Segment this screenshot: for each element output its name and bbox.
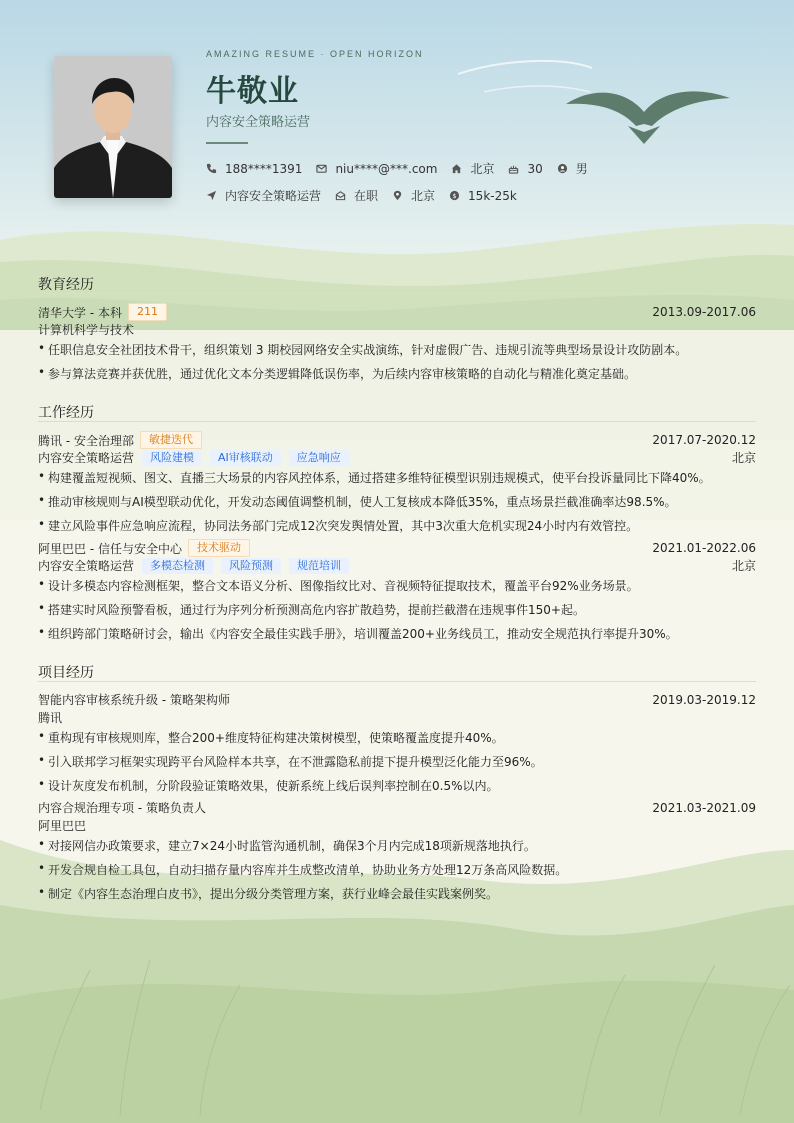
school-name: 清华大学 - 本科 — [38, 305, 122, 320]
candidate-name: 牛敬业 — [206, 74, 299, 109]
section-title-work: 工作经历 — [38, 405, 94, 421]
home-item: 北京 — [451, 160, 494, 177]
company-name: 阿里巴巴 - 信任与安全中心 — [38, 541, 182, 556]
project-name: 智能内容审核系统升级 - 策略架构师 — [38, 693, 230, 707]
role-name: 内容安全策略运营 — [38, 559, 135, 573]
title-divider — [206, 142, 248, 144]
company-name: 腾讯 - 安全治理部 — [38, 433, 134, 448]
list-item: • 开发合规自检工具包，自动扫描存量内容库并生成整改清单，协助业务方处理12万条高风险数据。 — [38, 861, 568, 877]
home-icon — [451, 163, 462, 174]
section-divider — [38, 421, 756, 422]
project-header — [38, 691, 756, 708]
company-badge: 技术驱动 — [188, 539, 250, 557]
status-icon — [335, 190, 346, 201]
company-badge: 敏捷迭代 — [140, 431, 202, 449]
education-date: 2013.09-2017.06 — [652, 305, 756, 319]
education-header — [38, 303, 756, 321]
project-date: 2019.03-2019.12 — [652, 692, 756, 707]
work-header — [38, 431, 756, 449]
age-item: 30 — [508, 162, 542, 176]
project-name: 内容合规治理专项 - 策略负责人 — [38, 801, 206, 815]
work-date: 2021.01-2022.06 — [652, 541, 756, 555]
list-item: • 制定《内容生态治理白皮书》，提出分级分类管理方案，获行业峰会最佳实践案例奖。 — [38, 885, 499, 901]
list-item: • 对接网信办政策要求，建立7×24小时监管沟通机制，确保3个月内完成18项新规落地执行。 — [38, 837, 536, 853]
work-city: 北京 — [731, 559, 756, 573]
job-intent-row — [206, 187, 531, 204]
avatar — [54, 56, 172, 198]
project-org: 腾讯 — [38, 711, 63, 725]
bird-icon — [564, 84, 732, 146]
send-icon — [206, 190, 217, 201]
section-title-projects: 项目经历 — [38, 665, 94, 681]
svg-text:$: $ — [452, 191, 457, 200]
work-role-row — [38, 449, 756, 466]
major: 计算机科学与技术 — [38, 323, 135, 337]
list-item: • 建立风险事件应急响应流程，协同法务部门完成12次突发舆情处置，其中3次重大危机实现24小时内有效管控。 — [38, 517, 639, 533]
salary-item: $ 15k-25k — [449, 189, 517, 203]
skill-tag: 风险预测 — [221, 558, 281, 574]
skill-tag: AI审核联动 — [210, 450, 281, 466]
work-date: 2017.07-2020.12 — [652, 433, 756, 447]
tagline: AMAZING RESUME · OPEN HORIZON — [206, 49, 424, 59]
intent-role-item: 内容安全策略运营 — [206, 187, 321, 204]
gender-item: 男 — [557, 160, 588, 177]
project-header — [38, 799, 756, 816]
list-item: • 设计灰度发布机制，分阶段验证策略效果，使新系统上线后误判率控制在0.5%以内。 — [38, 777, 499, 793]
cake-icon — [508, 163, 519, 174]
list-item: • 组织跨部门策略研讨会，输出《内容安全最佳实践手册》，培训覆盖200+业务线员工，推动安全规范执行率提升30%。 — [38, 625, 678, 641]
email-item: niu****@***.com — [316, 162, 437, 176]
mail-icon — [316, 163, 327, 174]
list-item: • 设计多模态内容检测框架，整合文本语义分析、图像指纹比对、音视频特征提取技术，覆盖平台92%业务场景。 — [38, 577, 639, 593]
skill-tag: 风险建模 — [142, 450, 202, 466]
phone-item: 188****1391 — [206, 162, 302, 176]
intent-city-item: 北京 — [392, 187, 435, 204]
work-role-row — [38, 557, 756, 574]
list-item: • 任职信息安全社团技术骨干，组织策划 3 期校园网络安全实战演练，针对虚假广告、违规引流等典型场景设计攻防剧本。 — [38, 341, 688, 357]
work-city: 北京 — [731, 451, 756, 465]
role-name: 内容安全策略运营 — [38, 451, 135, 465]
salary-icon — [449, 190, 460, 201]
status-item: 在职 — [335, 187, 378, 204]
list-item: • 参与算法竞赛并获优胜，通过优化文本分类逻辑降低误伤率，为后续内容审核策略的自动化与精准化奠定基础。 — [38, 365, 637, 381]
list-item: • 推动审核规则与AI模型联动优化，开发动态阈值调整机制，使人工复核成本降低35%，重点场景拦截准确率达98.5%。 — [38, 493, 677, 509]
section-divider — [38, 681, 756, 682]
list-item: • 搭建实时风险预警看板，通过行为序列分析预测高危内容扩散趋势，提前拦截潜在违规事件150+起。 — [38, 601, 585, 617]
school-badge: 211 — [128, 303, 167, 321]
project-org: 阿里巴巴 — [38, 819, 87, 833]
skill-tag: 应急响应 — [289, 450, 349, 466]
location-icon — [392, 190, 403, 201]
phone-icon — [206, 163, 217, 174]
list-item: • 引入联邦学习框架实现跨平台风险样本共享，在不泄露隐私前提下提升模型泛化能力至96%。 — [38, 753, 543, 769]
work-header — [38, 539, 756, 557]
project-date: 2021.03-2021.09 — [652, 800, 756, 815]
list-item: • 重构现有审核规则库，整合200+维度特征构建决策树模型，使策略覆盖度提升40%。 — [38, 729, 504, 745]
list-item: • 构建覆盖短视频、图文、直播三大场景的内容风控体系，通过搭建多维特征模型识别违规模式，使平台投诉量同比下降40%。 — [38, 469, 711, 485]
section-title-education: 教育经历 — [38, 277, 94, 293]
skill-tag: 规范培训 — [289, 558, 349, 574]
job-title: 内容安全策略运营 — [206, 115, 311, 130]
gender-icon — [557, 163, 568, 174]
contact-row — [206, 160, 602, 177]
skill-tag: 多模态检测 — [142, 558, 213, 574]
section-divider — [38, 293, 756, 294]
